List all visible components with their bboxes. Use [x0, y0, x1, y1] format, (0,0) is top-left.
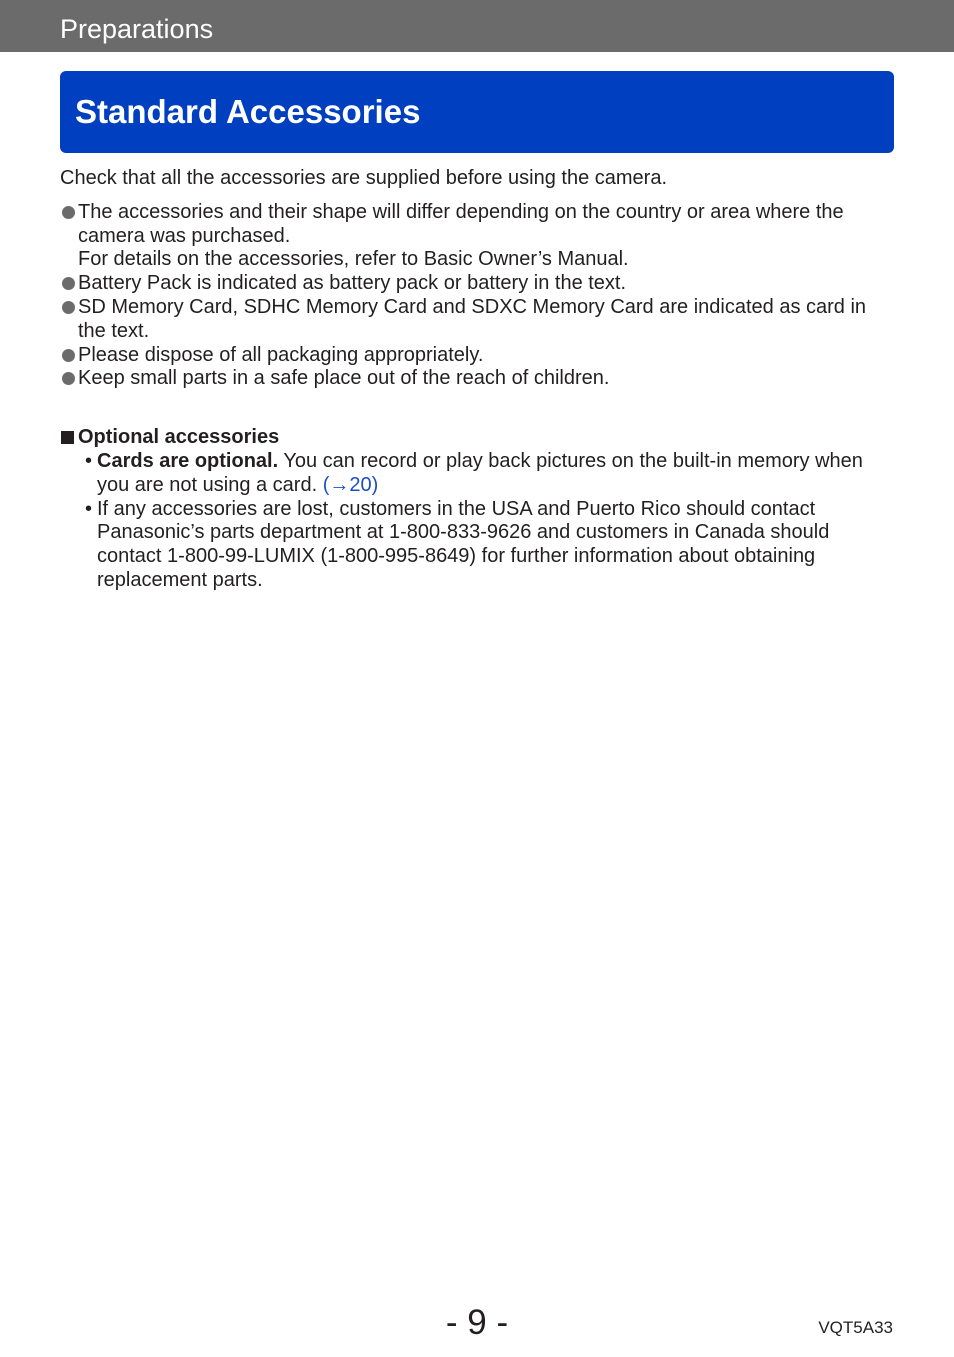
bullet-dot-icon: [62, 349, 75, 362]
page-reference-link[interactable]: (→20): [322, 473, 379, 496]
note-text: Battery Pack is indicated as battery pack or battery in the text.: [78, 272, 627, 295]
optional-item: [85, 450, 896, 498]
content: [60, 167, 896, 593]
document-code: VQT5A33: [818, 1318, 893, 1337]
bullet-icon: •: [85, 497, 93, 520]
note-item: [60, 201, 896, 272]
section-header: [0, 0, 954, 52]
square-bullet-icon: [61, 431, 74, 444]
note-item: [60, 367, 896, 391]
page-number: - 9 -: [445, 1303, 509, 1342]
note-text: Keep small parts in a safe place out of the reach of children.: [78, 367, 610, 390]
optional-item-text: If any accessories are lost, customers in the USA and Puerto Rico should contact Panasonic’s parts department at 1-800-833-9626 and customers in Canada should contact 1-800-99-LUMIX (1-800-995-8649) for further information about obtaining replacement parts.: [97, 497, 830, 591]
note-item: [60, 344, 896, 368]
bullet-dot-icon: [62, 372, 75, 385]
note-text: Please dispose of all packaging appropriately.: [78, 343, 484, 366]
optional-heading: [60, 426, 896, 450]
title-banner: [60, 71, 894, 153]
note-item: [60, 272, 896, 296]
notes-list: [60, 201, 896, 391]
optional-list: [60, 450, 896, 593]
intro-text: Check that all the accessories are supplied before using the camera.: [60, 167, 668, 189]
optional-heading-text: Optional accessories: [78, 426, 280, 449]
bullet-icon: •: [85, 449, 93, 472]
note-text: SD Memory Card, SDHC Memory Card and SDXC Memory Card are indicated as card in the text.: [78, 295, 867, 342]
optional-item: [85, 498, 896, 593]
page-title: Standard Accessories: [75, 93, 421, 130]
optional-item-bold: Cards are optional.: [97, 449, 279, 472]
bullet-dot-icon: [62, 206, 75, 219]
bullet-dot-icon: [62, 277, 75, 290]
bullet-dot-icon: [62, 301, 75, 314]
section-title: Preparations: [60, 14, 214, 44]
note-item: [60, 296, 896, 344]
note-text: The accessories and their shape will differ depending on the country or area where the camera was purchased.: [78, 200, 844, 247]
note-subtext: For details on the accessories, refer to Basic Owner’s Manual.: [78, 248, 629, 271]
optional-item-text: You can record or play back pictures on the built-in memory when you are not using a card.: [97, 449, 863, 496]
